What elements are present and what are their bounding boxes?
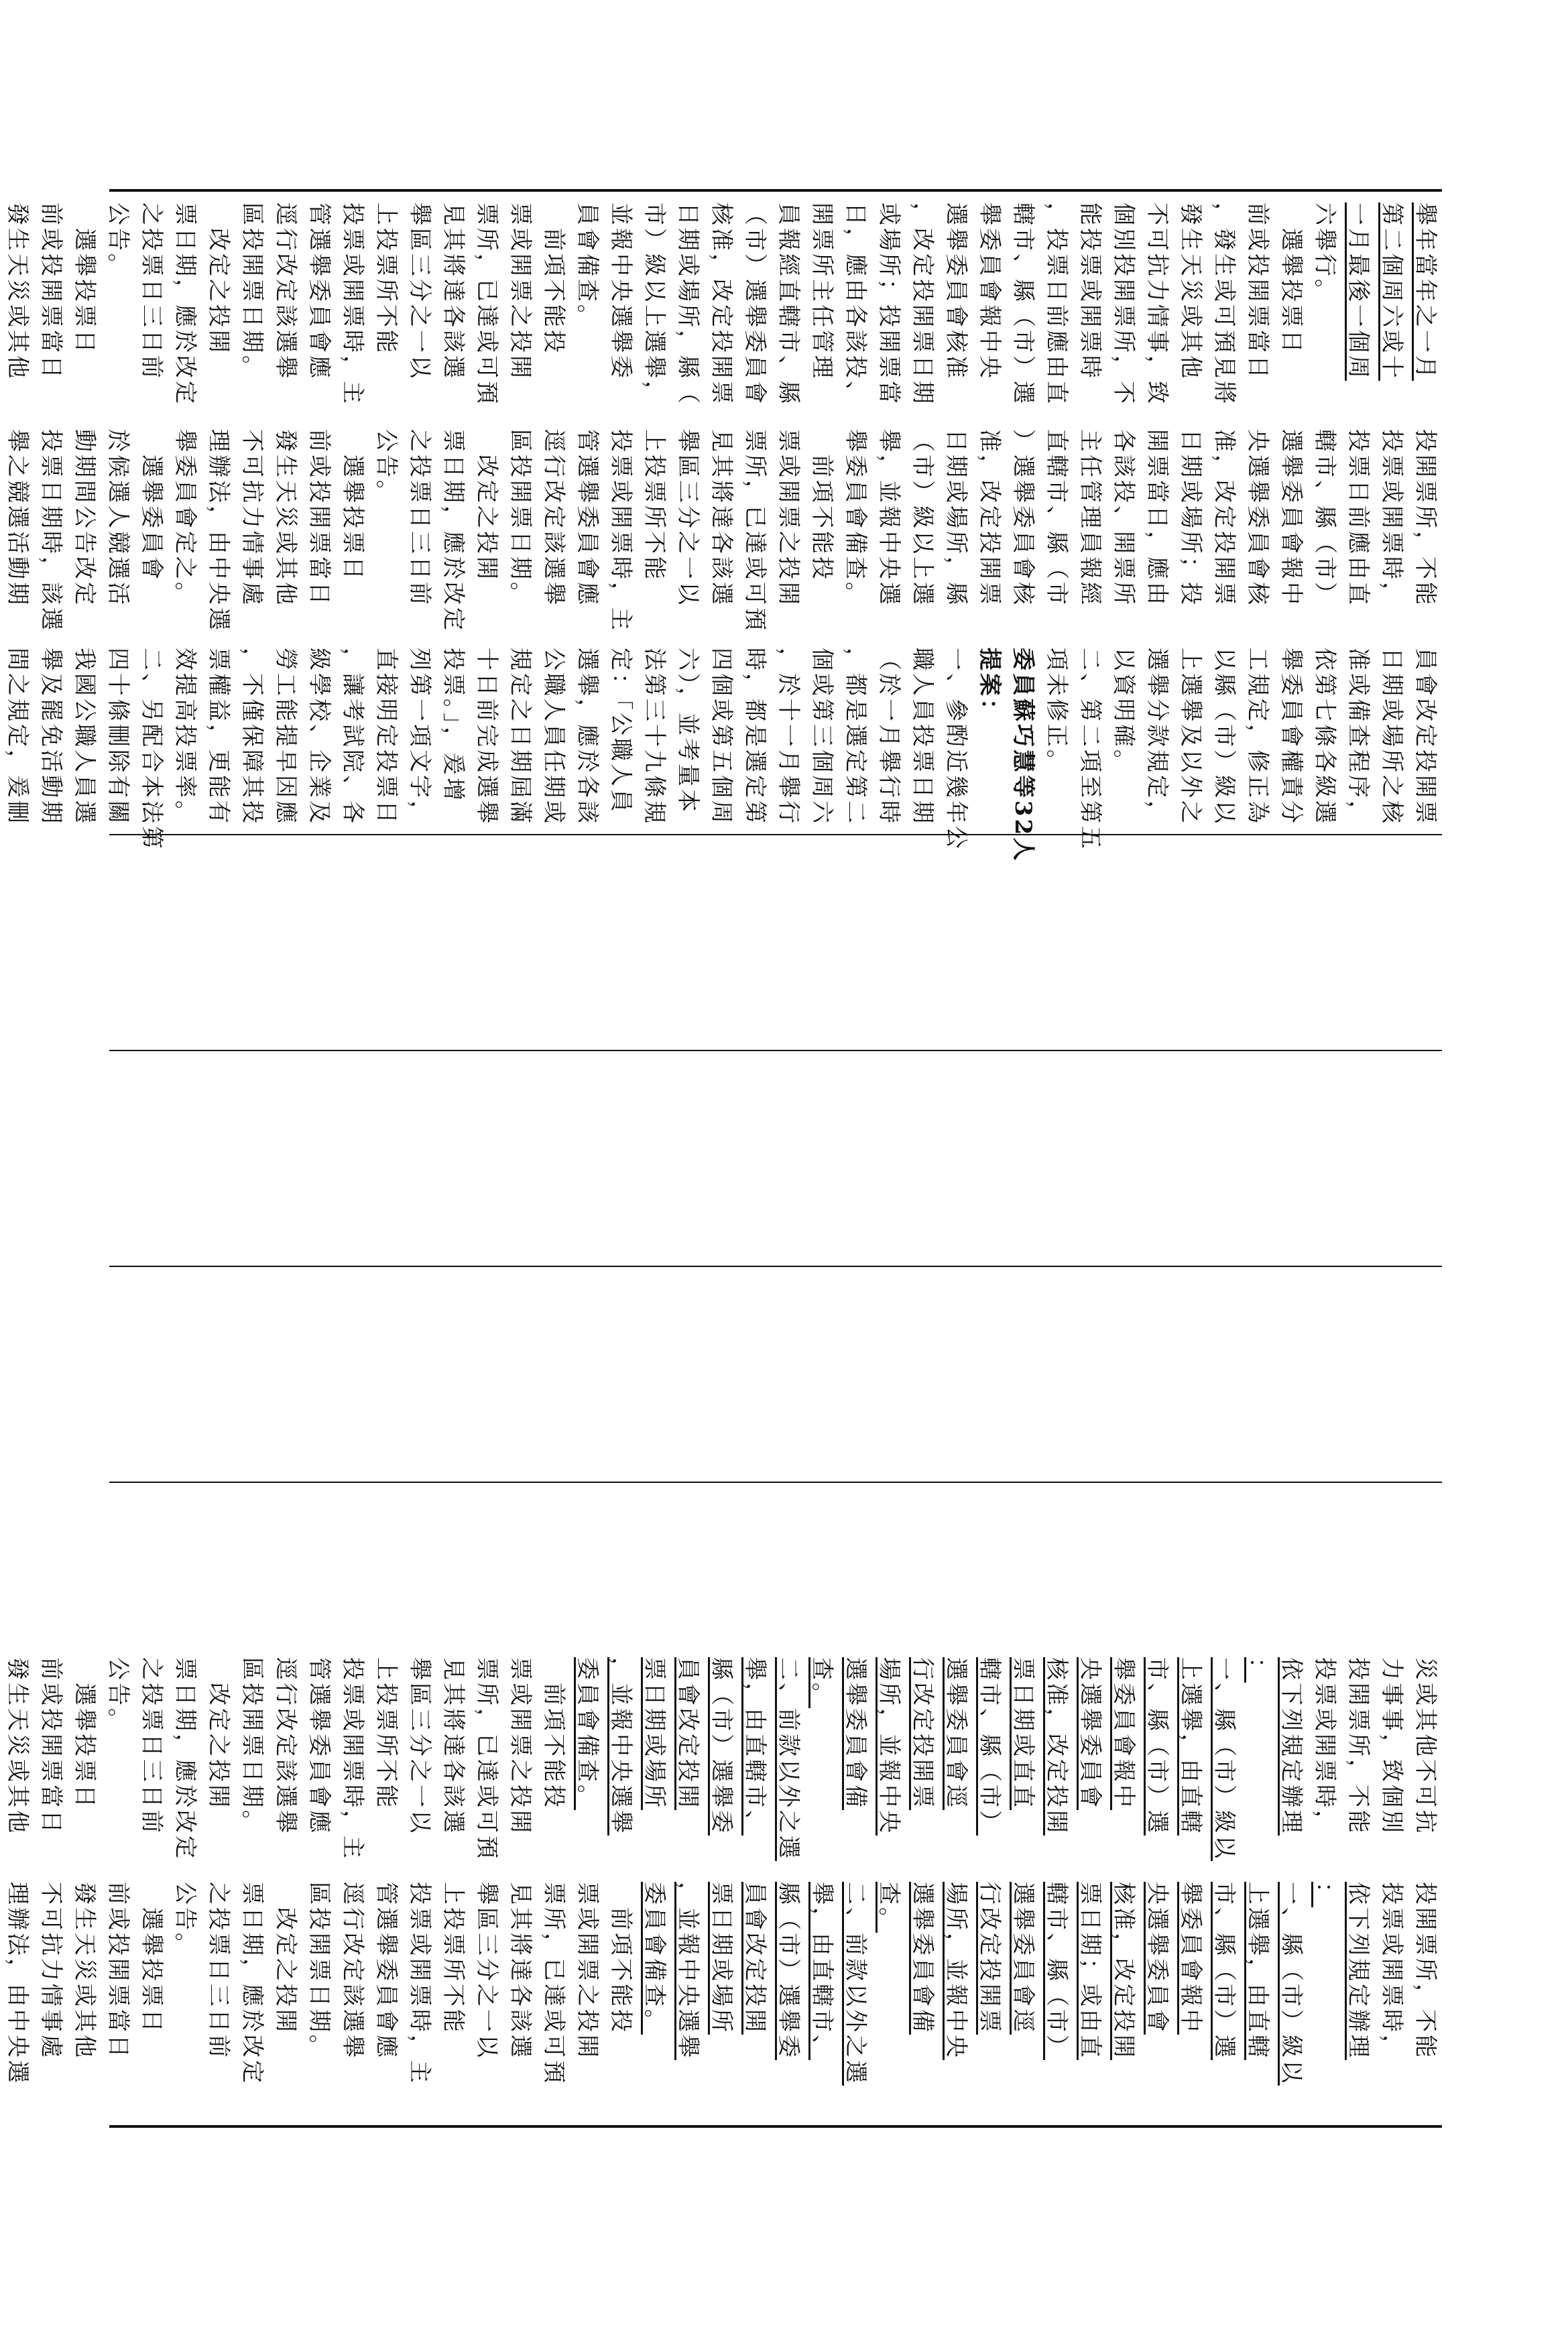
text-line: 我國公職人員選 <box>71 648 98 826</box>
text-line: 票日期；或由直 <box>1077 1882 1103 2060</box>
text-line: 以縣（市）級以 <box>1211 648 1238 826</box>
text-line: 票所，已達或可預 <box>473 202 500 406</box>
text-line: 日，應由各該投、 <box>842 202 869 406</box>
text-line: 投票日期時，該選 <box>38 429 64 633</box>
text-line: 逕行改定該選舉 <box>272 1657 299 1836</box>
text-line: 投票或開票時，主 <box>339 1657 366 1861</box>
text-line: 一、參酌近幾年公 <box>943 648 969 851</box>
text-line: ，都是選定第二 <box>842 648 869 826</box>
text-line: 公告。 <box>105 202 131 279</box>
text-line: 四個或第五個周 <box>708 648 735 826</box>
text-line: ，並報中央選舉 <box>607 1657 634 1836</box>
text-line: 六舉行。 <box>1311 202 1338 304</box>
text-line: 舉委員會報中央 <box>976 202 1003 381</box>
text-line: 舉，由直轄市、 <box>741 1657 768 1836</box>
text-line: 市、縣（市）選 <box>1144 1657 1170 1836</box>
text-line: 上投票所不能 <box>641 429 668 582</box>
text-line: 央選舉委員會核 <box>1244 429 1271 607</box>
text-line: 提案： <box>976 648 1003 724</box>
text-line: 選舉分款規定， <box>1144 648 1170 826</box>
text-line: 依第七條各級選 <box>1311 648 1338 826</box>
text-line: 直轄市、縣（市 <box>1043 429 1070 607</box>
text-line: 理辦法，由中央選 <box>4 1882 31 2086</box>
text-line: 票日期，應於改定 <box>172 202 198 406</box>
text-line: 委員會備查。 <box>574 1657 601 1810</box>
text-line: 區投開票日期。 <box>306 1882 333 2060</box>
text-line: 一、縣（市）級以 <box>1211 1657 1238 1861</box>
text-column <box>0 1880 1442 2343</box>
text-line: 選舉委員會逕 <box>1010 1882 1036 2035</box>
text-line: 票日期，應於改定 <box>440 429 467 633</box>
text-line: 查。 <box>808 1657 835 1708</box>
text-line: 之投票日三日前 <box>138 202 165 381</box>
text-line: 舉區三分之一以 <box>674 429 701 607</box>
text-line: 見其將達各該選 <box>440 202 467 381</box>
bottom-band-column-2 <box>4 1880 1442 2343</box>
text-line: 之投票日三日前 <box>205 1882 232 2060</box>
text-line: 間之規定，爰刪 <box>4 648 31 826</box>
text-line: （於一月舉行時 <box>876 648 902 826</box>
text-line: 動期間公告改定 <box>71 429 98 607</box>
text-line: ： <box>1244 1657 1271 1683</box>
text-line: 核准，改定投開票 <box>708 202 735 406</box>
text-line: 上選舉，由直轄 <box>1244 1882 1271 2060</box>
text-line: 日期或場所，縣（ <box>674 202 701 406</box>
text-line: 准，改定投開票 <box>976 429 1003 607</box>
text-line: ，投票日前應由直 <box>1043 202 1070 406</box>
text-line: 舉委員會權責分 <box>1278 648 1305 826</box>
text-line: 前或投開票當日 <box>38 202 64 381</box>
text-line: 投票。」，爰增 <box>440 648 467 803</box>
text-line: 舉委員會備查。 <box>842 429 869 607</box>
text-line: 開票所主任管理 <box>808 202 835 381</box>
text-line: 舉區三分之一以 <box>406 202 433 381</box>
text-line: 個別投開票所，不 <box>1110 202 1137 406</box>
text-line: 選舉委員會 <box>138 429 165 582</box>
text-line: 發生天災或其他 <box>4 202 31 381</box>
text-line: 不可抗力情事處 <box>38 1882 64 2060</box>
text-line: 直接明定投票日 <box>373 648 400 826</box>
text-line: 選舉投票日 <box>138 1882 165 2035</box>
text-line: 票所，已達或可預 <box>741 429 768 633</box>
text-line: 日期或場所；投 <box>1177 429 1204 607</box>
text-line: 准，改定投開票 <box>1211 429 1238 607</box>
text-line: 選舉投票日 <box>339 429 366 582</box>
text-line: 區投開票日期。 <box>239 202 265 381</box>
text-line: 力事事，致個別 <box>1378 1657 1405 1836</box>
text-line: 改定之投開 <box>272 1882 299 2035</box>
text-line: 十日前完成選舉 <box>473 648 500 826</box>
text-line: 員會備查。 <box>574 202 601 330</box>
text-line: 一、縣（市）級以 <box>1278 1882 1305 2086</box>
text-line: 央選舉委員會 <box>1144 1882 1170 2035</box>
text-line: 日期或場所之核 <box>1378 648 1405 826</box>
top-band-column-c <box>4 646 1442 1109</box>
text-line: 區投開票日期。 <box>239 1657 265 1836</box>
text-line: 見其將達各該選 <box>507 1882 534 2060</box>
text-line: 舉，並報中央選 <box>876 429 902 607</box>
text-line <box>0 648 1 1107</box>
text-line: 投開票所，不能 <box>1345 1657 1372 1836</box>
text-line: 逕行改定該選舉 <box>339 1882 366 2060</box>
text-line: 舉區三分之一以 <box>406 1657 433 1836</box>
text-line: 見其將達各該選 <box>708 429 735 607</box>
text-line: 發生天災或其他 <box>1177 202 1204 381</box>
text-line: 定：「公職人員 <box>607 648 634 815</box>
text-line: ，改定投開票日期 <box>909 202 936 406</box>
text-line: 依下列規定辦理 <box>1345 1882 1372 2060</box>
text-line: 改定之投開 <box>205 1657 232 1810</box>
text-line: 發生天災或其他 <box>4 1657 31 1836</box>
text-line <box>0 1882 1 2342</box>
text-line: 一月最後一個周 <box>1345 202 1372 381</box>
text-line: 不可抗力情事，致 <box>1144 202 1170 406</box>
text-line: 之投票日三日前 <box>138 1657 165 1836</box>
text-line: 前或投開票當日 <box>1244 202 1271 381</box>
row-divider-4 <box>109 1482 1442 1483</box>
text-line: 轄市、縣（市） <box>1043 1882 1070 2060</box>
text-line: 票所，已達或可預 <box>473 1657 500 1861</box>
text-line: ，讓考試院、各 <box>339 648 366 826</box>
text-line: 場所，並報中央 <box>943 1882 969 2060</box>
text-line: 發生天災或其他 <box>71 1882 98 2060</box>
text-line: 級學校、企業及 <box>306 648 333 826</box>
text-line: 舉委員會報中 <box>1177 1882 1204 2035</box>
text-line: 前或投開票當日 <box>306 429 333 607</box>
text-line: 前項不能投 <box>540 1657 567 1810</box>
text-line: 第二個周六或十 <box>1378 202 1405 381</box>
text-line: 投票或開票時，主 <box>339 202 366 406</box>
text-line: 日期或場所，縣 <box>943 429 969 607</box>
text-line: 投票或開票時， <box>1311 1657 1338 1836</box>
text-line: 並報中央選舉委 <box>607 202 634 381</box>
text-line: 選舉，應於各該 <box>574 648 601 826</box>
text-line: 委員蘇巧慧等32人 <box>1010 648 1036 863</box>
text-line: 票日期，應於改定 <box>239 1882 265 2086</box>
text-line: 二、第二項至第五 <box>1077 648 1103 851</box>
text-line: （市）選舉委員會 <box>741 202 768 406</box>
text-line: 見其將達各該選 <box>440 1657 467 1836</box>
text-line: 市、縣（市）選 <box>1211 1882 1238 2060</box>
text-line: 舉委員會定之。 <box>172 429 198 607</box>
text-line: 核准，改定投開 <box>1110 1882 1137 2060</box>
text-line: 公職人員任期或 <box>540 648 567 826</box>
text-line: 災或其他不可抗 <box>1412 1657 1439 1836</box>
text-line: 二、前款以外之選 <box>842 1882 869 2086</box>
text-line: 票或開票之投開 <box>574 1882 601 2060</box>
text-line: 各該投、開票所 <box>1110 429 1137 607</box>
text-line: 轄市、縣（市） <box>1311 429 1338 607</box>
text-line: 票日期或場所 <box>708 1882 735 2035</box>
text-line: 查。 <box>876 1882 902 1933</box>
text-line: 員會改定投開 <box>741 1882 768 2035</box>
text-line: 公告。 <box>172 1882 198 1958</box>
text-line: 項未修正。 <box>1043 648 1070 775</box>
text-line: 勞工能提早因應 <box>272 648 299 826</box>
text-line: 票日期或場所 <box>641 1657 668 1810</box>
text-line: 前項不能投 <box>808 429 835 582</box>
text-line: 依下列規定辦理 <box>1278 1657 1305 1836</box>
text-line: 公告。 <box>105 1657 131 1734</box>
text-line: 市）級以上選舉， <box>641 202 668 406</box>
text-line: 二、另配合本法第 <box>138 648 165 851</box>
text-line: ： <box>1311 1882 1338 1907</box>
text-line: 效提高投票率。 <box>172 648 198 826</box>
text-line: 票權益，更能有 <box>205 648 232 826</box>
text-line: 舉，由直轄市、 <box>808 1882 835 2060</box>
text-line: 舉及罷免活動期 <box>38 648 64 826</box>
top-border-rule <box>109 189 1442 192</box>
text-line: 投票或開票時， <box>1378 1882 1405 2060</box>
text-line: 選舉投票日 <box>71 202 98 355</box>
text-line: 逕行改定該選舉 <box>272 202 299 381</box>
text-line: 主任管理員報經 <box>1077 429 1103 607</box>
text-line: 選舉委員會核准 <box>943 202 969 381</box>
text-line: 管選舉委員會應 <box>306 1657 333 1836</box>
text-line: 轄市、縣（市）選 <box>1010 202 1036 406</box>
text-line: 投開票所，不能 <box>1412 1882 1439 2060</box>
text-line: 行改定投開票 <box>976 1882 1003 2035</box>
text-line: 票日期或直直 <box>1010 1657 1036 1810</box>
text-line: 上選舉及以外之 <box>1177 648 1204 826</box>
text-line: 列第一項文字， <box>406 648 433 826</box>
text-line: ，並報中央選舉 <box>674 1882 701 2060</box>
text-line: 個或第三個周六 <box>808 648 835 826</box>
text-line: 核准，改定投開 <box>1043 1657 1070 1836</box>
text-line: 改定之投開 <box>473 429 500 582</box>
text-line: 理辦法，由中央選 <box>205 429 232 633</box>
text-line: 縣（市）選舉委 <box>775 1882 802 2060</box>
text-line: 時，都是選定第 <box>741 648 768 826</box>
text-line: 公告。 <box>373 429 400 505</box>
text-line: 舉區三分之一以 <box>473 1882 500 2060</box>
text-line: 六），並考量本 <box>674 648 701 815</box>
text-line: ，發生或可預見將 <box>1211 202 1238 406</box>
text-line: 舉年當年之一月 <box>1412 202 1439 381</box>
text-line: 前或投開票當日 <box>105 1882 131 2060</box>
text-line: 工規定，修正為 <box>1244 648 1271 826</box>
text-line: 選舉投票日 <box>1278 202 1305 355</box>
text-line: 二、前款以外之選 <box>775 1657 802 1861</box>
text-line: 轄市、縣（市） <box>976 1657 1003 1836</box>
text-line: ，於十一月舉行 <box>775 648 802 826</box>
text-line: 員會改定投開票 <box>1412 648 1439 826</box>
text-line: 選舉委員會報中 <box>1278 429 1305 607</box>
text-line: 上投票所不能 <box>373 202 400 355</box>
text-line: 票或開票之投開 <box>507 202 534 381</box>
text-line: 票或開票之投開 <box>507 1657 534 1836</box>
text-line: 開票當日，應由 <box>1144 429 1170 607</box>
text-line: 管選舉委員會應 <box>574 429 601 607</box>
text-line: 舉之競選活動期 <box>4 429 31 607</box>
text-line: 之投票日三日前 <box>406 429 433 607</box>
text-line: 於候選人競選活 <box>105 429 131 607</box>
text-line: ）選舉委員會核 <box>1010 429 1036 607</box>
text-line: 不可抗力情事處 <box>239 429 265 607</box>
text-line: 票日期，應於改定 <box>172 1657 198 1861</box>
text-line: 投票或開票時， <box>1378 429 1405 607</box>
text-line: （市）級以上選 <box>909 429 936 607</box>
text-line: 上投票所不能 <box>373 1657 400 1810</box>
text-line: 規定之日期屆滿 <box>507 648 534 826</box>
text-line: ，不僅保障其投 <box>239 648 265 826</box>
text-line: 選舉委員會備 <box>909 1882 936 2035</box>
text-column <box>0 646 1442 1109</box>
text-line: 委員會備查。 <box>641 1882 668 2035</box>
text-line: 逕行改定該選舉 <box>540 429 567 607</box>
text-line: 選舉委員會逕 <box>943 1657 969 1810</box>
text-line: 以資明確。 <box>1110 648 1137 775</box>
text-line: 票所，已達或可預 <box>540 1882 567 2086</box>
row-divider-3 <box>109 1266 1442 1267</box>
text-line: 票或開票之投開 <box>775 429 802 607</box>
text-line: 前項不能投 <box>540 202 567 355</box>
text-line: 投票或開票時，主 <box>607 429 634 633</box>
text-line: 上選舉，由直轄 <box>1177 1657 1204 1836</box>
text-line: 法第三十九條規 <box>641 648 668 826</box>
text-line: 前項不能投 <box>607 1882 634 2035</box>
text-line: 選舉投票日 <box>71 1657 98 1810</box>
text-line: 四十條刪除有關 <box>105 648 131 826</box>
text-line: 改定之投開 <box>205 202 232 355</box>
text-line: 員會改定投開 <box>674 1657 701 1810</box>
text-line: 行改定投開票 <box>909 1657 936 1810</box>
text-line: 能投票或開票時 <box>1077 202 1103 381</box>
text-line: 管選舉委員會應 <box>306 202 333 381</box>
text-line: 管選舉委員會應 <box>373 1882 400 2060</box>
text-line: 場所，並報中央 <box>876 1657 902 1836</box>
text-line: 或場所；投開票當 <box>876 202 902 406</box>
text-line: 區投開票日期。 <box>507 429 534 607</box>
text-line: 舉委員會報中 <box>1110 1657 1137 1810</box>
text-line: 投票或開票時，主 <box>406 1882 433 2086</box>
text-line: 前或投開票當日 <box>38 1657 64 1836</box>
text-line: 央選舉委員會 <box>1077 1657 1103 1810</box>
text-line: 發生天災或其他 <box>272 429 299 607</box>
text-line: 上投票所不能 <box>440 1882 467 2035</box>
text-line: 准或備查程序， <box>1345 648 1372 826</box>
text-line: 投票日前應由直 <box>1345 429 1372 607</box>
text-line: 選舉委員會備 <box>842 1657 869 1810</box>
text-line: 投開票所，不能 <box>1412 429 1439 607</box>
text-line: 職人員投票日期 <box>909 648 936 826</box>
text-line: 員報經直轄市、縣 <box>775 202 802 406</box>
text-line: 縣（市）選舉委 <box>708 1657 735 1836</box>
